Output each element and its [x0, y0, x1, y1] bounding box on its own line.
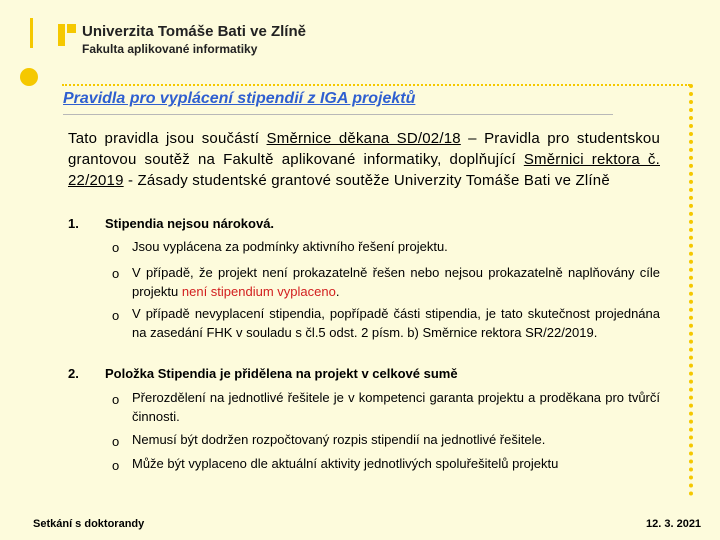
university-logo-icon — [58, 24, 76, 46]
title-divider — [63, 114, 613, 115]
item-2-1: Přerozdělení na jednotlivé řešitele je v kompetenci garanta projektu a proděkana pro tvůrčí činnosti. — [132, 390, 660, 424]
footer-date: 12. 3. 2021 — [646, 518, 702, 530]
bullet-1-1: o — [112, 240, 120, 255]
section-2-number: 2. — [68, 366, 79, 381]
header-accent-bar — [30, 18, 33, 48]
item-1-2-end: . — [335, 284, 340, 299]
intro-text-1: Tato pravidla jsou součástí — [68, 130, 267, 147]
section-1-number: 1. — [68, 216, 79, 231]
directive-rector-link[interactable]: Směrnici rektora č. 22/2019 — [68, 151, 660, 189]
item-1-2 — [132, 263, 660, 301]
section-2-heading: Položka Stipendia je přidělena na projekt v celkové sumě — [105, 366, 458, 381]
bullet-2-1: o — [112, 392, 120, 407]
item-1-1: Jsou vyplácena za podmínky aktivního řešení projektu. — [132, 239, 448, 254]
bullet-2-3: o — [112, 458, 120, 473]
frame-right-border — [689, 84, 693, 496]
footer-event: Setkání s doktorandy — [33, 518, 145, 530]
intro-text-2: – Pravidla pro studentskou grantovou soutěž na Fakultě aplikované informatiky, doplňující — [68, 130, 660, 168]
bullet-2-2: o — [112, 434, 120, 449]
item-1-2-text: V případě, že projekt není prokazatelně řešen nebo nejsou prokazatelně naplňovány cíle projektu — [132, 265, 660, 299]
item-2-2: Nemusí být dodržen rozpočtovaný rozpis stipendií na jednotlivé řešitele. — [132, 432, 546, 447]
item-1-3: V případě nevyplacení stipendia, popřípadě části stipendia, je tato skutečnost projednána na zasedání FHK v souladu s čl.5 odst. 2 písm. b) Směrnice rektora SR/22/2019. — [132, 306, 660, 340]
intro-text-3: - Zásady studentské grantové soutěže Univerzity Tomáše Bati ve Zlíně — [123, 172, 610, 189]
intro-paragraph — [68, 128, 660, 191]
bullet-1-3: o — [112, 308, 120, 323]
bullet-1-2: o — [112, 266, 120, 281]
university-name: Univerzita Tomáše Bati ve Zlíně — [82, 23, 306, 40]
slide-title: Pravidla pro vyplácení stipendií z IGA projektů — [63, 90, 416, 107]
faculty-name: Fakulta aplikované informatiky — [82, 42, 258, 56]
directive-dean-link[interactable]: Směrnice děkana SD/02/18 — [266, 130, 461, 147]
decorative-dot — [20, 68, 38, 86]
item-1-2-highlight: není stipendium vyplaceno — [181, 284, 336, 299]
frame-top-border — [62, 84, 690, 86]
item-2-3: Může být vyplaceno dle aktuální aktivity jednotlivých spoluřešitelů projektu — [132, 456, 559, 471]
section-1-heading: Stipendia nejsou nároková. — [105, 216, 275, 231]
